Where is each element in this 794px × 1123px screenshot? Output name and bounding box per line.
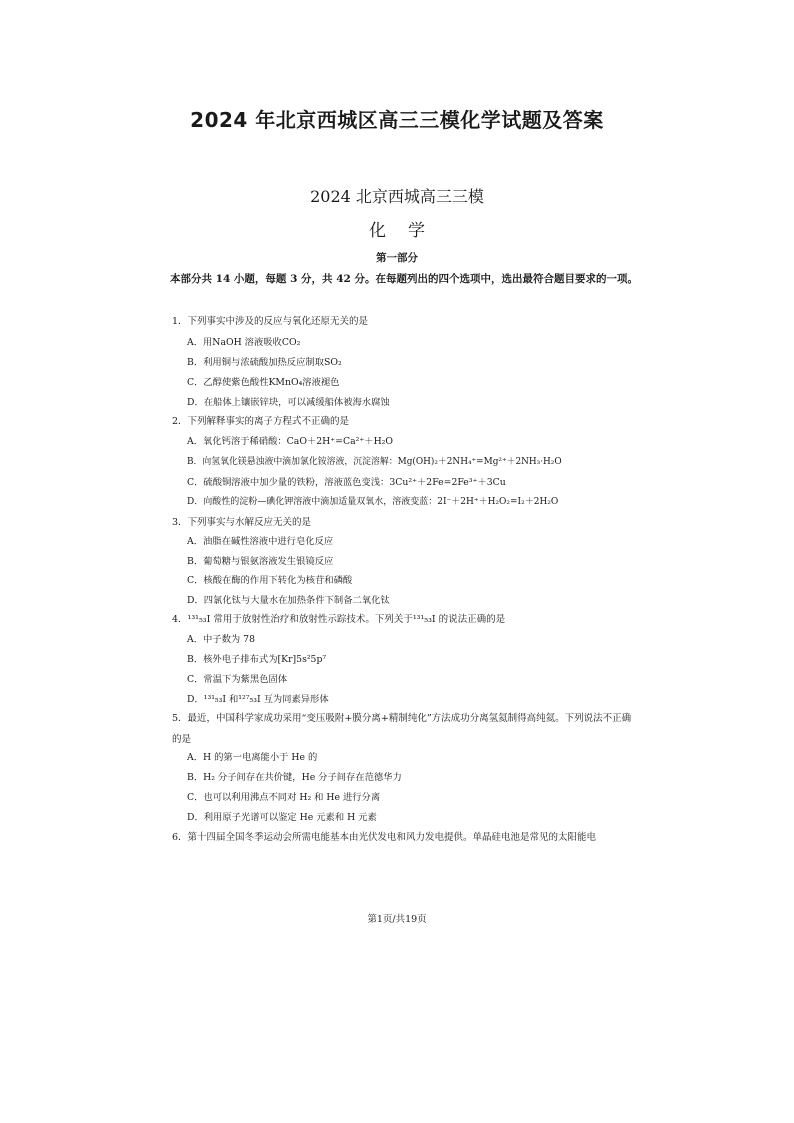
question-5-stem: 5．最近，中国科学家成功采用“变压吸附+膜分离+精制纯化”方法成功分离氢氦制得高纯氦。下列说法不正确的是 (172, 713, 632, 745)
question-4-option-c: C．常温下为紫黑色固体 (187, 674, 288, 685)
question-1-option-d: D．在船体上镶嵌锌块，可以减缓船体被海水腐蚀 (187, 397, 390, 408)
question-3-option-a: A．油脂在碱性溶液中进行皂化反应 (187, 536, 334, 547)
question-6-stem: 6．第十四届全国冬季运动会所需电能基本由光伏发电和风力发电提供。单晶硅电池是常见的太阳能电 (172, 832, 597, 843)
question-5-option-a: A．H 的第一电离能小于 He 的 (187, 752, 318, 763)
question-2-option-d: D．向酸性的淀粉—碘化钾溶液中滴加适量双氧水，溶液变蓝：2I⁻＋2H⁺＋H₂O₂=I₂＋2H₂O (187, 497, 559, 507)
question-1-option-b: B．利用铜与浓硫酸加热反应制取SO₂ (187, 357, 342, 368)
question-3-option-d: D．四氯化钛与大量水在加热条件下制备二氧化钛 (187, 595, 390, 606)
question-3-option-b: B．葡萄糖与银氨溶液发生银镜反应 (187, 556, 334, 567)
question-1-option-a: A．用NaOH 溶液吸收CO₂ (187, 337, 301, 348)
question-2-stem: 2．下列解释事实的离子方程式不正确的是 (172, 416, 350, 427)
document-title: 2024 年北京西城区高三三模化学试题及答案 (190, 108, 604, 132)
exam-subtitle: 2024 北京西城高三三模 (310, 187, 484, 206)
question-4-option-d: D．¹³¹₅₃I 和¹²⁷₅₃I 互为同素异形体 (187, 694, 329, 705)
question-3-stem: 3．下列事实与水解反应无关的是 (172, 517, 312, 528)
question-2-option-a: A．氧化钙溶于稀硝酸：CaO＋2H⁺=Ca²⁺＋H₂O (187, 436, 394, 447)
question-4-stem: 4．¹³¹₅₃I 常用于放射性治疗和放射性示踪技术。下列关于¹³¹₅₃I 的说法正确的是 (172, 614, 506, 625)
question-4-option-a: A．中子数为 78 (187, 634, 255, 645)
section-instructions: 本部分共 14 小题，每题 3 分，共 42 分。在每题列出的四个选项中，选出最符合题目要求的一项。 (170, 273, 638, 285)
question-5-option-b: B．H₂ 分子间存在共价键，He 分子间存在范德华力 (187, 772, 402, 783)
part-heading: 第一部分 (376, 252, 418, 264)
question-5-option-c: C．也可以利用沸点不同对 H₂ 和 He 进行分离 (187, 792, 381, 803)
question-2-option-b: B．向氢氧化镁悬浊液中滴加氯化铵溶液，沉淀溶解：Mg(OH)₂＋2NH₄⁺=Mg²⁺＋2NH₃·H₂O (187, 457, 562, 467)
question-4-option-b: B．核外电子排布式为[Kr]5s²5p⁷ (187, 654, 327, 665)
question-2-option-c: C．硫酸铜溶液中加少量的铁粉，溶液蓝色变浅：3Cu²⁺＋2Fe=2Fe³⁺＋3Cu (187, 477, 506, 488)
page-number: 第1页/共19页 (367, 914, 427, 925)
subject-heading: 化学 (369, 221, 447, 241)
question-3-option-c: C．核酸在酶的作用下转化为核苷和磷酸 (187, 575, 353, 586)
question-5-option-d: D．利用原子光谱可以鉴定 He 元素和 H 元素 (187, 812, 377, 823)
question-1-option-c: C．乙醇使紫色酸性KMnO₄溶液褪色 (187, 377, 340, 388)
question-1-stem: 1．下列事实中涉及的反应与氧化还原无关的是 (172, 316, 369, 327)
